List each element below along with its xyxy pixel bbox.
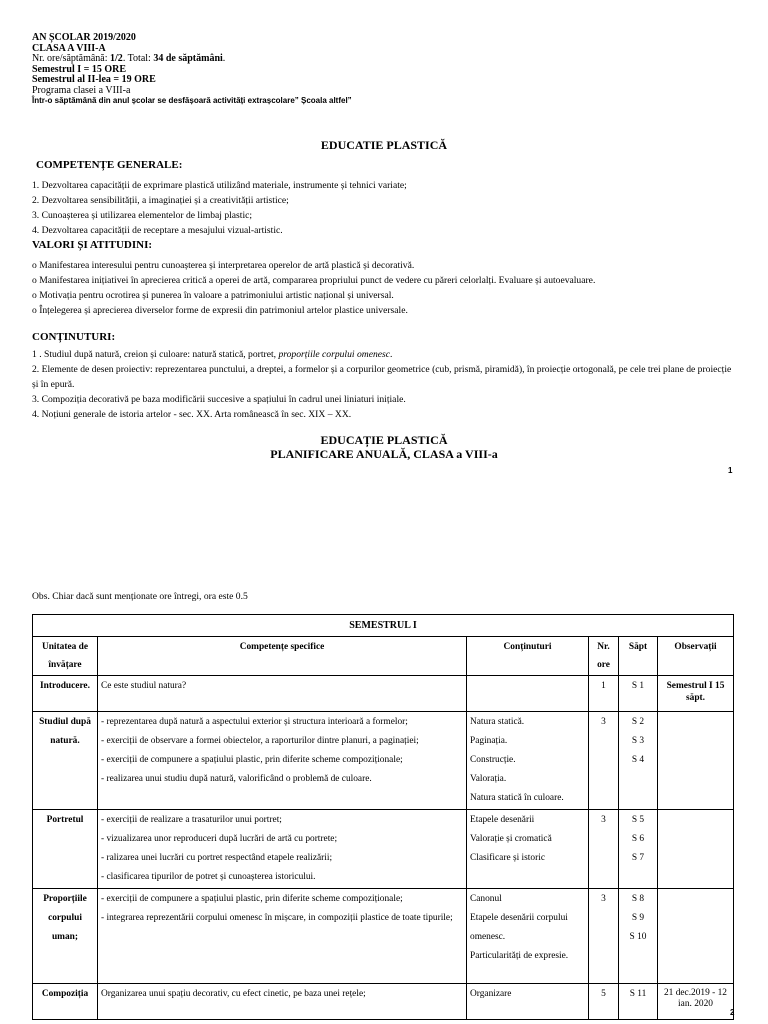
observatii-cell (658, 712, 734, 810)
unit-cell: Proporțiile corpului uman; (33, 889, 98, 984)
continuturi-cell: Natura statică. Paginația. Construcție. Valorația. Natura statică în culoare. (467, 712, 589, 810)
competente-cell: - exerciții de realizare a trasaturilor unui portret; - vizualizarea unor reproduceri după lucrări de artă cu portrete; - ralizarea unei lucrări cu portret respectând etapele realizării; - clasificarea tipurilor de potret și cunoașterea istoricului. (98, 810, 467, 889)
week-cell: S 2 S 3 S 4 (619, 712, 658, 810)
table-row (33, 984, 734, 1020)
list-item: 4. Dezvoltarea capacității de receptare a mesajului vizual-artistic. (32, 225, 283, 236)
observatii-cell (658, 889, 734, 984)
continuturi-list (32, 347, 738, 422)
school-year: AN ȘCOLAR 2019/2020 (32, 32, 136, 43)
week-cell: S 8 S 9 S 10 (619, 889, 658, 984)
competente-cell: - exerciții de compunere a spațiului plastic, prin diferite scheme compoziționale; - integrarea reprezentării corpului omenesc în mișcare, in compoziții plastice de toate tipurile; (98, 889, 467, 984)
continuturi-cell: Organizare (467, 984, 589, 1020)
week-cell: S 1 (619, 676, 658, 712)
hours-cell: 3 (589, 889, 619, 984)
list-item: 2. Elemente de desen proiectiv: reprezentarea punctului, a dreptei, a formelor și a corpurilor geometrice (cub, prismă, piramidă), în proiecție ortogonală, pe cele trei plane de proiecție și în epură. (32, 364, 732, 390)
list-item: o Manifestarea interesului pentru cunoașterea și interpretarea operelor de artă plastică și decorativă. (32, 260, 415, 271)
header-sapt: Săpt (619, 637, 658, 676)
table-row (33, 712, 734, 810)
unit-cell: Introducere. (33, 676, 98, 712)
table-header-row (33, 637, 734, 676)
main-title: EDUCATIE PLASTICĂ (320, 138, 448, 152)
observatii-cell (658, 810, 734, 889)
program-line: Programa clasei a VIII-a (32, 84, 131, 96)
valori-heading: VALORI ȘI ATITUDINI: (32, 239, 153, 251)
hours-cell: 5 (589, 984, 619, 1020)
list-item: 4. Noțiuni generale de istoria artelor - sec. XX. Arta românească în sec. XIX – XX. (32, 409, 352, 420)
hours-cell: 3 (589, 810, 619, 889)
semester-label: SEMESTRUL I (33, 615, 734, 637)
list-item: 2. Dezvoltarea sensibilității, a imaginației și a creativității artistice; (32, 195, 289, 206)
list-item: o Înțelegerea și aprecierea diverselor forme de expresii din patrimoniul artelor plastice universale. (32, 305, 408, 316)
list-item: 3. Cunoașterea și utilizarea elementelor de limbaj plastic; (32, 210, 253, 221)
class-name: CLASA A VIII-A (32, 42, 106, 54)
observatii-cell: 21 dec.2019 - 12 ian. 2020 (658, 984, 734, 1020)
semester1-hours: Semestrul I = 15 ORE (32, 63, 127, 75)
observatii-cell: Semestrul I 15 săpt. (658, 676, 734, 712)
list-item: 3. Compoziția decorativă pe baza modificării succesive a spațiului în cadrul unei liniaturi inițiale. (32, 394, 406, 405)
list-item: 1. Dezvoltarea capacității de exprimare plastică utilizând materiale, instrumente și tehnici variate; (32, 180, 407, 191)
header-continuturi: Conținuturi (467, 637, 589, 676)
planning-title: EDUCAȚIE PLASTICĂ (320, 433, 448, 447)
week-cell: S 11 (619, 984, 658, 1020)
planning-table (32, 614, 734, 1020)
list-item: o Manifestarea inițiativei în aprecierea critică a operei de artă, compararea propriului punct de vedere cu păreri celorlalți. Evaluare și autoevaluare. (32, 275, 596, 286)
observation-note: Obs. Chiar dacă sunt menționate ore întregi, ora este 0.5 (32, 591, 248, 602)
competente-cell: Ce este studiul natura? (98, 676, 467, 712)
planning-subtitle: PLANIFICARE ANUALĂ, CLASA a VIII-a (270, 447, 498, 461)
continuturi-heading: CONȚINUTURI: (32, 331, 116, 343)
continuturi-cell: Canonul Etapele desenării corpului omenesc. Particularități de expresie. (467, 889, 589, 984)
semester-row (33, 615, 734, 637)
competente-cell: Organizarea unui spațiu decorativ, cu efect cinetic, pe baza unei rețele; (98, 984, 467, 1020)
header-competente: Competențe specifice (98, 637, 467, 676)
hours-cell: 3 (589, 712, 619, 810)
extracurricular-note: Într-o săptămână din anul școlar se desfășoară activități extrașcolare” Școala altfel” (32, 96, 352, 105)
list-item: 1 . Studiul după natură, creion și culoare: natură statică, portret, proporțiile corpului omenesc. (32, 349, 393, 360)
competente-list (32, 178, 738, 238)
table-row (33, 676, 734, 712)
page-number: 2 (730, 1008, 735, 1017)
document-header (32, 33, 352, 107)
list-item: o Motivația pentru ocrotirea și punerea în valoare a patrimoniului artistic național și universal. (32, 290, 394, 301)
table-row (33, 889, 734, 984)
continuturi-cell: Etapele desenării Valorație și cromatică Clasificare și istoric (467, 810, 589, 889)
header-nr-ore: Nr. ore (589, 637, 619, 676)
unit-cell: Studiul după natură. (33, 712, 98, 810)
continuturi-cell (467, 676, 589, 712)
header-unit: Unitatea de învățare (33, 637, 98, 676)
valori-list (32, 258, 738, 318)
competente-cell: - reprezentarea după natură a aspectului exterior și structura interioară a formelor; - exerciții de observare a formei obiectelor, a raporturilor dintre planuri, a paginației; - exerciții de compunere a spațiului plastic, prin diferite scheme compoziționale; - realizarea unui studiu după natură, valorificând o problemă de culoare. (98, 712, 467, 810)
semester2-hours: Semestrul al II-lea = 19 ORE (32, 74, 156, 85)
hours-cell: 1 (589, 676, 619, 712)
week-cell: S 5 S 6 S 7 (619, 810, 658, 889)
hours-line: Nr. ore/săptămână: 1/2. Total: 34 de săptămâni. (32, 53, 226, 64)
unit-cell: Portretul (33, 810, 98, 889)
competente-heading: COMPETENȚE GENERALE: (36, 159, 183, 171)
table-row (33, 810, 734, 889)
unit-cell: Compoziția (33, 984, 98, 1020)
header-observatii: Observații (658, 637, 734, 676)
page-number: 1 (728, 466, 733, 475)
